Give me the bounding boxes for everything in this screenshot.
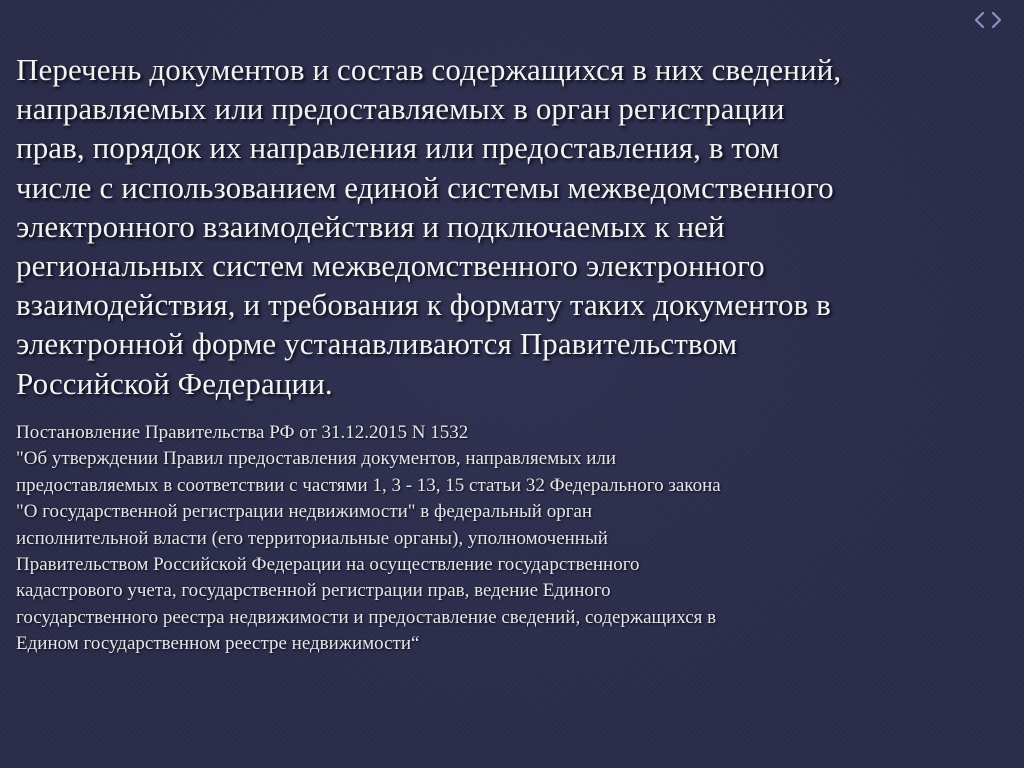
main-line: электронной форме устанавливаются Правительством — [16, 326, 738, 362]
main-line: Российской Федерации. — [16, 365, 333, 401]
reference-line: исполнительной власти (его территориальные органы), уполномоченный — [16, 527, 608, 549]
main-line: электронного взаимодействия и подключаемых к ней — [16, 208, 725, 244]
reference-line: "Об утверждении Правил предоставления документов, направляемых или — [16, 448, 617, 470]
reference-line: государственного реестра недвижимости и предоставление сведений, содержащихся в — [16, 606, 717, 628]
main-line: Перечень документов и состав содержащихся в них сведений, — [16, 52, 842, 87]
main-line: взаимодействия, и требования к формату таких документов в — [16, 287, 831, 323]
reference-line: Постановление Правительства РФ от 31.12.2015 N 1532 — [16, 422, 469, 443]
main-line: направляемых или предоставляемых в орган регистрации — [16, 91, 785, 127]
reference-line: Едином государственном реестре недвижимости“ — [16, 633, 420, 655]
reference-line: Правительством Российской Федерации на осуществление государственного — [16, 554, 640, 576]
reference-line: "О государственной регистрации недвижимости" в федеральный орган — [16, 501, 593, 523]
double-chevron-icon — [974, 10, 1002, 30]
reference-line: предоставляемых в соответствии с частями 1, 3 - 13, 15 статьи 32 Федерального закона — [16, 474, 721, 496]
main-statement — [16, 50, 1006, 403]
reference-line: кадастрового учета, государственной регистрации прав, ведение Единого — [16, 580, 611, 602]
main-line: прав, порядок их направления или предоставления, в том — [16, 130, 780, 166]
legal-reference — [16, 420, 1006, 658]
main-line: числе с использованием единой системы межведомственного — [16, 169, 834, 205]
main-line: региональных систем межведомственного электронного — [16, 248, 765, 284]
